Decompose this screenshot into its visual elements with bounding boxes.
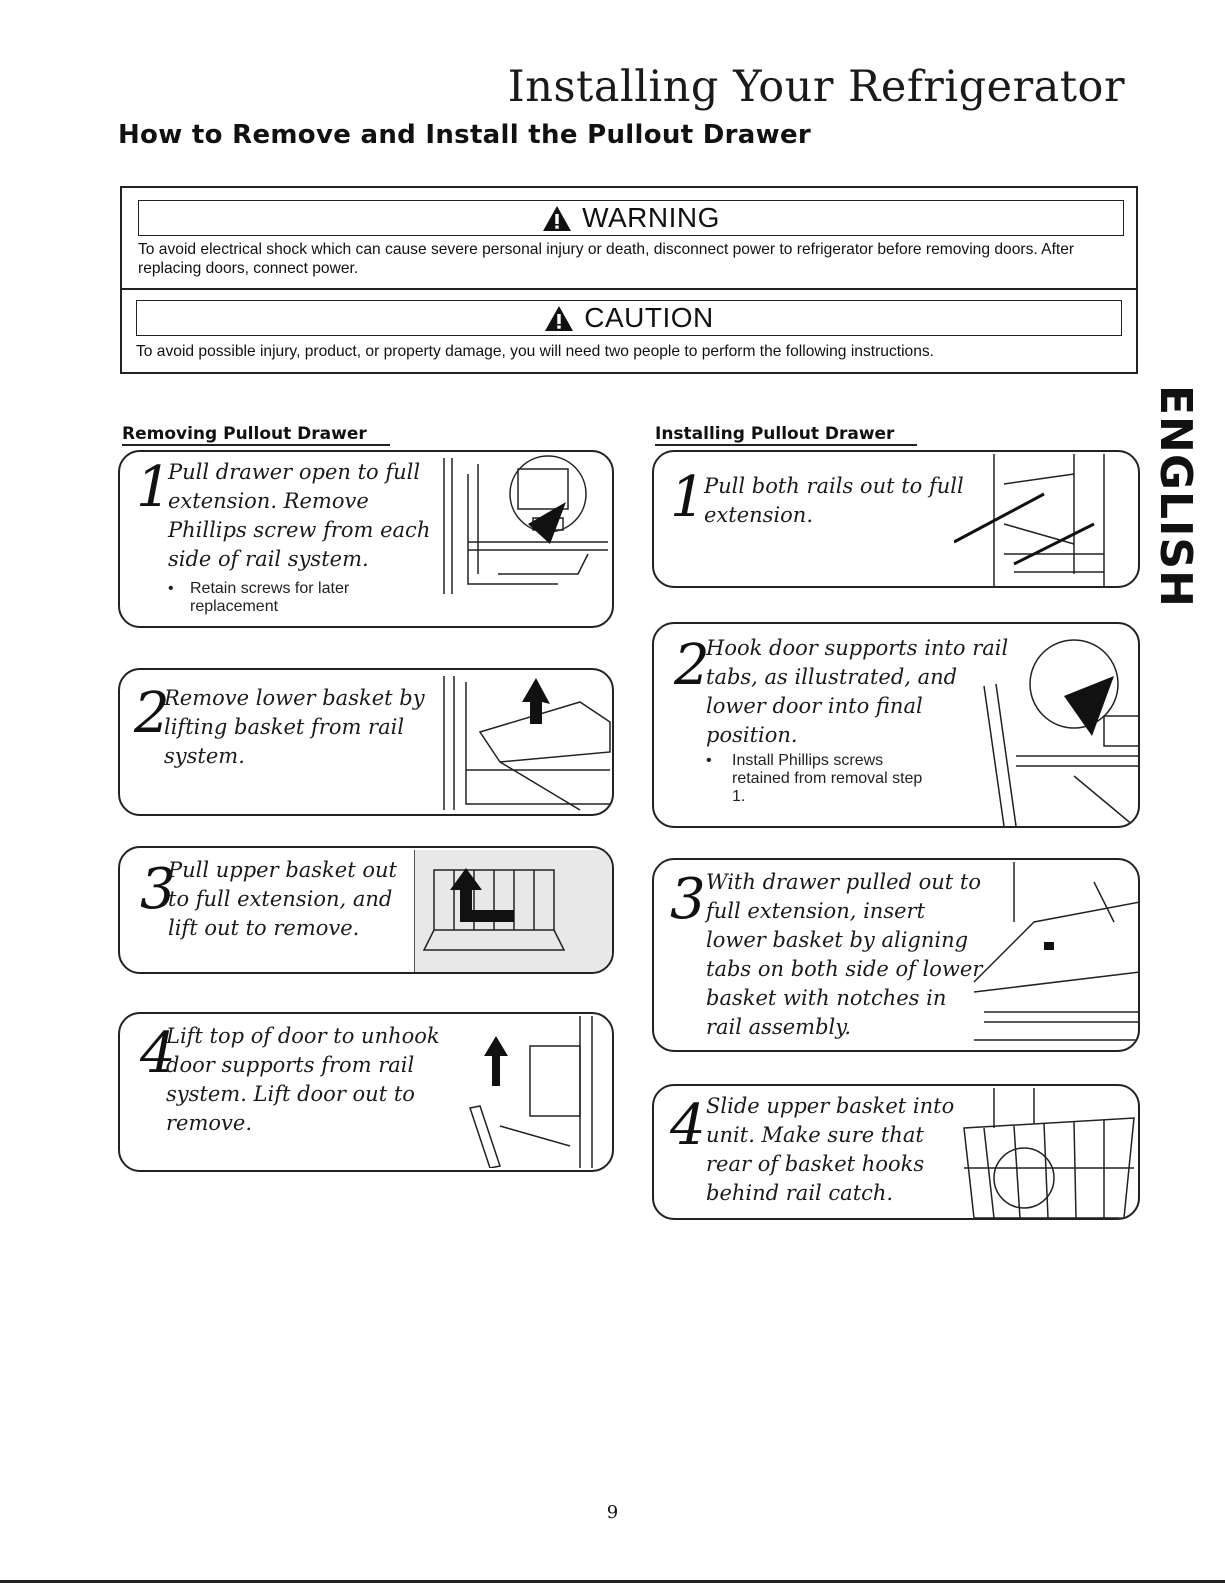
step-number: 2 xyxy=(134,681,170,746)
step-bullet: Retain screws for later replacement xyxy=(190,580,350,615)
step-text: Slide upper basket into unit. Make sure that rear of basket hooks behind rail catch. xyxy=(706,1094,955,1205)
installing-step-2 xyxy=(652,622,1140,828)
removing-step-3 xyxy=(118,846,614,974)
step-number: 2 xyxy=(674,633,710,698)
bullet-dot: • xyxy=(706,752,712,769)
step-number: 1 xyxy=(670,465,706,530)
removing-step-2 xyxy=(118,668,614,816)
step-number: 3 xyxy=(140,857,176,922)
step-number: 4 xyxy=(670,1093,706,1158)
rail-screw-illustration xyxy=(438,454,614,624)
language-tab-label: ENGLISH xyxy=(1150,385,1201,608)
removing-step-4 xyxy=(118,1012,614,1172)
installing-step-1 xyxy=(652,450,1140,588)
upper-basket-install-illustration xyxy=(954,1088,1140,1218)
step-text: Pull both rails out to full extension. xyxy=(704,474,964,527)
upper-basket-illustration xyxy=(414,850,614,972)
step-number: 4 xyxy=(140,1021,176,1086)
lower-basket-install-illustration xyxy=(954,862,1140,1050)
step-text: Pull drawer open to full extension. Remove Phillips screw from each side of rail system. xyxy=(168,460,431,571)
door-lift-illustration xyxy=(460,1016,610,1168)
step-text: Hook door supports into rail tabs, as illustrated, and lower door into final position. xyxy=(706,636,1009,747)
step-number: 1 xyxy=(136,455,172,520)
caution-label: CAUTION xyxy=(584,302,714,333)
removing-heading-underline xyxy=(122,444,390,446)
caution-text: To avoid possible injury, product, or property damage, you will need two people to perform the following instructions. xyxy=(136,343,935,360)
removing-step-1 xyxy=(118,450,614,628)
step-text: With drawer pulled out to full extension, insert lower basket by aligning tabs on both side of lower basket with notches in rail assembly. xyxy=(706,870,983,1039)
rails-extended-illustration xyxy=(954,454,1140,586)
step-text: Remove lower basket by lifting basket from rail system. xyxy=(164,686,425,768)
page-title: Installing Your Refrigerator xyxy=(507,62,1125,112)
section-title: How to Remove and Install the Pullout Drawer xyxy=(118,120,811,150)
step-bullet: Install Phillips screws retained from removal step 1. xyxy=(732,752,923,805)
door-support-illustration xyxy=(974,626,1140,826)
installing-step-3 xyxy=(652,858,1140,1052)
page-number: 9 xyxy=(606,1502,619,1523)
step-text: Lift top of door to unhook door supports from rail system. Lift door out to remove. xyxy=(166,1024,440,1135)
bullet-dot: • xyxy=(168,580,174,597)
language-tab xyxy=(1150,385,1203,615)
bottom-rule xyxy=(0,1580,1225,1583)
step-number: 3 xyxy=(670,867,706,932)
warning-text: To avoid electrical shock which can cause severe personal injury or death, disconnect power to refrigerator before removing doors. After replacing doors, connect power. xyxy=(138,241,1075,277)
removing-heading: Removing Pullout Drawer xyxy=(122,424,367,444)
installing-step-4 xyxy=(652,1084,1140,1220)
installing-heading: Installing Pullout Drawer xyxy=(655,424,895,444)
step-text: Pull upper basket out to full extension, and lift out to remove. xyxy=(168,858,397,940)
lower-basket-illustration xyxy=(440,672,614,814)
warning-label: WARNING xyxy=(582,202,720,233)
notice-frame xyxy=(120,186,1138,374)
installing-heading-underline xyxy=(655,444,917,446)
